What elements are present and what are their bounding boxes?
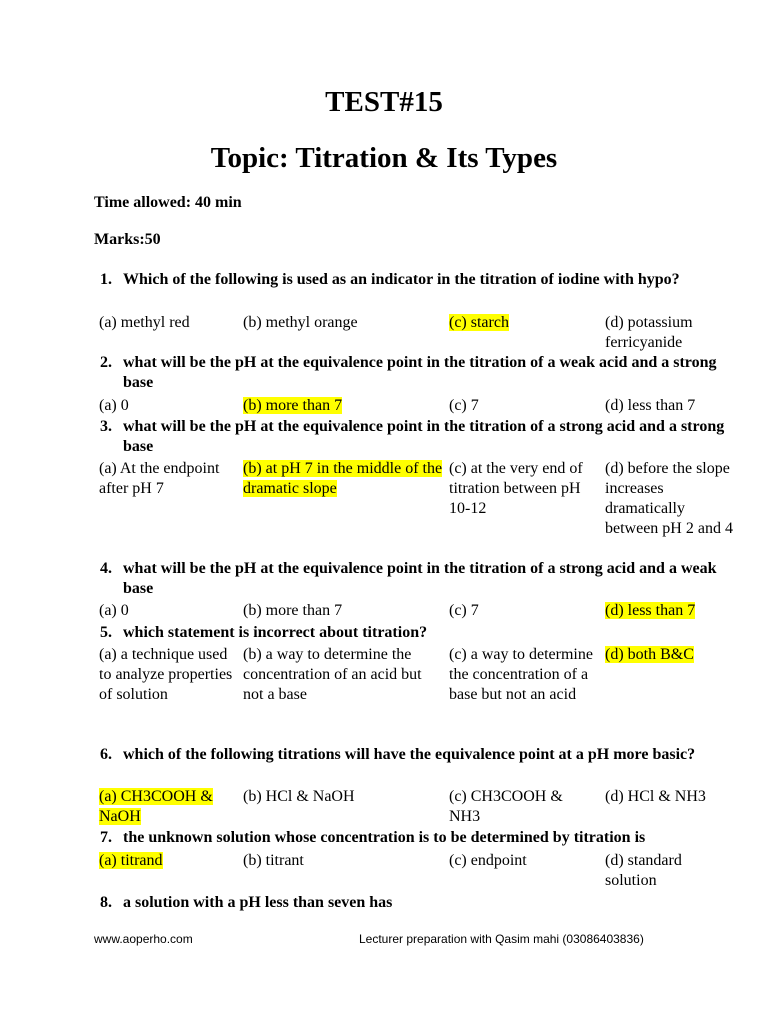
question-8 <box>100 893 740 913</box>
option-c: (c) a way to determine the concentration of a base but not an acid <box>449 646 593 703</box>
question-2 <box>100 353 740 393</box>
option-d: (d) HCl & NH3 <box>605 788 706 805</box>
question-text: Which of the following is used as an indicator in the titration of iodine with hypo? <box>123 271 680 288</box>
question-3 <box>100 417 740 457</box>
option-b: (b) more than 7 <box>243 397 343 414</box>
question-number: 1. <box>100 271 112 288</box>
option-a: (a) CH3COOH & NaOH <box>99 788 213 825</box>
question-number: 5. <box>100 624 112 641</box>
option-c: (c) 7 <box>449 602 479 619</box>
option-a: (a) titrand <box>99 852 163 869</box>
question-text: what will be the pH at the equivalence point in the titration of a strong acid and a strong base <box>123 418 725 455</box>
marks: Marks:50 <box>94 231 161 248</box>
option-c: (c) endpoint <box>449 852 527 869</box>
option-d: (d) less than 7 <box>605 602 696 619</box>
option-b: (b) more than 7 <box>243 602 343 619</box>
option-b: (b) titrant <box>243 852 304 869</box>
option-a: (a) 0 <box>99 602 129 619</box>
option-d: (d) both B&C <box>605 646 694 663</box>
footer-credit: Lecturer preparation with Qasim mahi (03086403836) <box>359 932 644 946</box>
question-text: the unknown solution whose concentration is to be determined by titration is <box>123 829 646 846</box>
option-d: (d) potassium ferricyanide <box>605 314 693 351</box>
option-c: (c) starch <box>449 314 509 331</box>
time-allowed: Time allowed: 40 min <box>94 194 242 211</box>
test-title: TEST#15 <box>325 86 443 118</box>
option-c: (c) CH3COOH & NH3 <box>449 788 563 825</box>
question-7 <box>100 828 740 848</box>
option-d: (d) less than 7 <box>605 397 696 414</box>
option-a: (a) a technique used to analyze properties of solution <box>99 646 233 703</box>
question-number: 2. <box>100 354 112 371</box>
question-text: what will be the pH at the equivalence point in the titration of a weak acid and a strong base <box>123 354 717 391</box>
question-number: 6. <box>100 746 112 763</box>
option-d: (d) standard solution <box>605 852 682 889</box>
topic-heading: Topic: Titration & Its Types <box>210 142 558 174</box>
option-b: (b) HCl & NaOH <box>243 788 355 805</box>
option-b: (b) methyl orange <box>243 314 358 331</box>
option-b: (b) a way to determine the concentration of an acid but not a base <box>243 646 422 703</box>
question-text: which statement is incorrect about titration? <box>123 624 428 641</box>
question-1 <box>100 270 740 290</box>
option-a: (a) At the endpoint after pH 7 <box>99 460 220 497</box>
option-c: (c) at the very end of titration between pH 10-12 <box>449 460 583 517</box>
footer-website: www.aoperho.com <box>94 932 193 946</box>
question-5 <box>100 623 740 643</box>
option-c: (c) 7 <box>449 397 479 414</box>
question-number: 7. <box>100 829 112 846</box>
option-a: (a) 0 <box>99 397 129 414</box>
question-number: 8. <box>100 894 112 911</box>
question-text: what will be the pH at the equivalence point in the titration of a strong acid and a weak base <box>123 560 717 597</box>
option-a: (a) methyl red <box>99 314 190 331</box>
question-number: 4. <box>100 560 112 577</box>
question-4 <box>100 559 740 599</box>
question-text: which of the following titrations will have the equivalence point at a pH more basic? <box>123 746 696 763</box>
question-number: 3. <box>100 418 112 435</box>
option-b: (b) at pH 7 in the middle of the dramatic slope <box>243 460 443 497</box>
question-text: a solution with a pH less than seven has <box>123 894 393 911</box>
question-6 <box>100 745 740 765</box>
option-d: (d) before the slope increases dramatically between pH 2 and 4 <box>605 460 733 537</box>
